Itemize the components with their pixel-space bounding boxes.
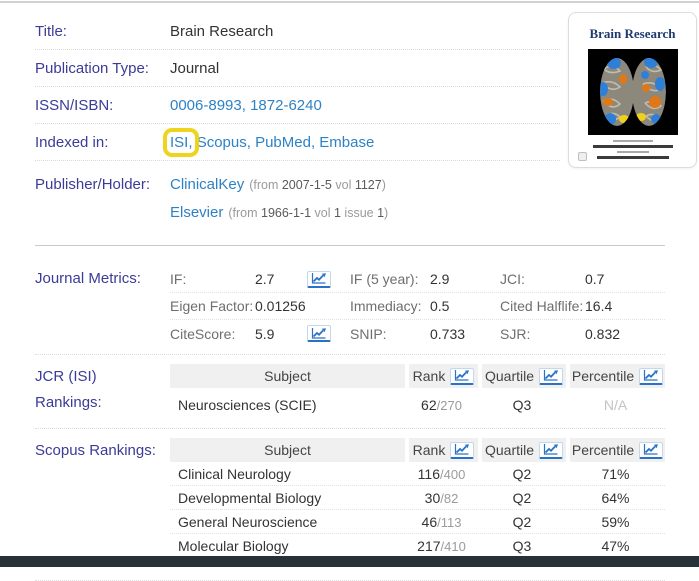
metric-if5-value: 2.9 <box>430 271 450 287</box>
issn-link-online[interactable]: 1872-6240 <box>250 97 322 114</box>
jcr-rank-denominator: /270 <box>436 398 462 413</box>
scopus-percentile: 59% <box>601 514 630 530</box>
jcr-table-header <box>170 364 665 388</box>
scopus-subject: Clinical Neurology <box>178 466 291 482</box>
scopus-header-rank <box>405 438 478 462</box>
publisher-note-date: 1966-1-1 <box>261 206 312 220</box>
jcr-rankings-table <box>170 364 665 421</box>
scopus-subject: Molecular Biology <box>178 538 289 554</box>
scopus-rank-number: 46 <box>421 514 438 530</box>
scopus-header-rank-label: Rank <box>412 442 446 458</box>
scopus-rank <box>405 466 478 482</box>
publication-type-row <box>35 50 560 87</box>
issn-label: ISSN/ISBN: <box>35 97 114 114</box>
scopus-rank <box>405 538 478 554</box>
publisher-line <box>170 171 388 199</box>
journal-metrics-section <box>35 246 665 355</box>
jcr-percentile: N/A <box>603 397 628 413</box>
metric-immediacy-value: 0.5 <box>430 298 450 314</box>
publisher-label: Publisher/Holder: <box>35 176 151 193</box>
publisher-logo-icon <box>578 152 587 161</box>
jcr-table-row <box>170 388 665 421</box>
metric-if-label: IF: <box>170 271 187 287</box>
metric-citescore-label: CiteScore: <box>170 325 236 342</box>
scopus-quartile: Q2 <box>512 490 532 506</box>
title-label: Title: <box>35 23 67 40</box>
indexed-link-pubmed[interactable]: PubMed <box>255 134 311 151</box>
metric-eigen-value: 0.01256 <box>255 298 306 314</box>
jcr-header-rank <box>405 364 478 388</box>
scopus-subject: General Neuroscience <box>178 514 318 530</box>
metric-snip-label: SNIP: <box>350 325 387 342</box>
publisher-link-elsevier[interactable]: Elsevier <box>170 204 224 221</box>
indexed-link-scopus[interactable]: Scopus <box>196 134 247 151</box>
page-footer-bar <box>0 556 699 567</box>
issn-row <box>35 87 560 124</box>
page-top-divider <box>0 1 699 3</box>
scopus-percentile: 71% <box>601 466 630 482</box>
issn-link-print[interactable]: 0006-8993 <box>170 97 242 114</box>
publisher-note-text: (from <box>228 206 261 220</box>
scopus-rank-denominator: /82 <box>440 491 459 506</box>
scopus-rank-denominator: /410 <box>440 539 466 554</box>
percentile-trend-chart-button[interactable] <box>639 368 663 385</box>
publisher-note-text: issue <box>340 206 378 220</box>
quartile-trend-chart-button[interactable] <box>539 442 563 459</box>
indexed-in-label: Indexed in: <box>35 134 109 151</box>
metric-if5-label: IF (5 year): <box>350 271 419 287</box>
jcr-rank-number: 62 <box>421 397 437 413</box>
indexed-in-row <box>35 124 560 161</box>
rank-trend-chart-button[interactable] <box>450 442 474 459</box>
publisher-note-vol: 1 <box>333 206 341 220</box>
scopus-rank <box>405 490 478 506</box>
scopus-table-row <box>170 534 665 558</box>
jcr-header-percentile <box>566 364 665 388</box>
journal-cover-thumbnail <box>568 12 697 168</box>
scopus-rank-denominator: /400 <box>440 467 466 482</box>
scopus-quartile: Q2 <box>512 466 532 482</box>
scopus-rank-number: 116 <box>417 466 440 482</box>
cover-journal-title: Brain Research <box>589 26 676 41</box>
jcr-header-quartile <box>478 364 566 388</box>
scopus-rank <box>405 514 478 530</box>
if-trend-chart-button[interactable] <box>307 271 331 288</box>
jcr-quartile: Q3 <box>512 397 532 413</box>
metric-jci-value: 0.7 <box>585 271 605 287</box>
indexed-separator: , <box>188 134 197 151</box>
metric-halflife-value: 16.4 <box>585 298 613 314</box>
journal-info-rows <box>35 13 560 236</box>
publication-type-value: Journal <box>170 60 220 77</box>
jcr-header-subject: Subject <box>170 364 405 388</box>
publisher-note-vol: 1127 <box>354 178 382 192</box>
scopus-table-row <box>170 510 665 534</box>
publication-type-label: Publication Type: <box>35 60 149 77</box>
scopus-subject: Developmental Biology <box>178 490 322 506</box>
metric-snip-value: 0.733 <box>430 325 466 342</box>
jcr-header-rank-label: Rank <box>412 368 446 384</box>
scopus-quartile: Q3 <box>512 538 532 554</box>
metric-if-value: 2.7 <box>255 271 275 287</box>
metric-sjr-value: 0.832 <box>585 325 621 342</box>
scopus-table-row <box>170 486 665 510</box>
publisher-note-text: ) <box>381 178 386 192</box>
indexed-separator: , <box>310 134 320 151</box>
indexed-separator: , <box>246 134 256 151</box>
publisher-note-issue: 1 <box>377 206 385 220</box>
metric-halflife-label: Cited Halflife: <box>500 298 584 314</box>
jcr-header-quartile-label: Quartile <box>484 368 535 384</box>
journal-metrics-label: Journal Metrics: <box>35 270 141 287</box>
indexed-link-isi[interactable]: ISI <box>170 134 189 151</box>
title-row <box>35 13 560 50</box>
scopus-percentile: 64% <box>601 490 630 506</box>
scopus-rank-number: 217 <box>417 538 441 554</box>
scopus-rankings-table <box>170 438 665 571</box>
quartile-trend-chart-button[interactable] <box>539 368 563 385</box>
publisher-note-text: vol <box>331 178 355 192</box>
metrics-row <box>170 320 665 347</box>
publisher-line <box>170 199 388 227</box>
issn-separator: , <box>241 97 251 114</box>
scopus-header-quartile <box>478 438 566 462</box>
metric-citescore-value: 5.9 <box>255 325 275 342</box>
scopus-percentile: 47% <box>601 538 630 554</box>
jcr-rank <box>405 397 478 413</box>
jcr-header-percentile-label: Percentile <box>571 368 635 384</box>
metrics-row <box>170 266 665 293</box>
publisher-note-date: 2007-1-5 <box>281 178 332 192</box>
jcr-rankings-label: JCR (ISI) Rankings: <box>35 368 102 411</box>
publisher-note-text: ) <box>384 206 389 220</box>
scopus-rank-denominator: /113 <box>437 515 462 530</box>
publisher-link-clinicalkey[interactable]: ClinicalKey <box>170 176 245 193</box>
journal-title: Brain Research <box>170 23 274 40</box>
metric-jci-label: JCI: <box>500 271 525 287</box>
scopus-header-quartile-label: Quartile <box>484 442 535 458</box>
jcr-rankings-section <box>35 355 665 429</box>
rank-trend-chart-button[interactable] <box>450 368 474 385</box>
publisher-row <box>35 161 560 236</box>
percentile-trend-chart-button[interactable] <box>639 442 663 459</box>
scopus-table-row <box>170 462 665 486</box>
metric-immediacy-label: Immediacy: <box>350 298 422 314</box>
publisher-note-text: (from <box>249 178 282 192</box>
scopus-header-percentile-label: Percentile <box>571 442 635 458</box>
scopus-header-subject: Subject <box>170 438 405 462</box>
metric-eigen-label: Eigen Factor: <box>170 298 254 314</box>
metrics-grid <box>170 266 665 347</box>
cover-caption-text <box>569 140 696 159</box>
metric-sjr-label: SJR: <box>500 325 531 342</box>
metrics-row <box>170 293 665 320</box>
scopus-table-header <box>170 438 665 462</box>
scopus-quartile: Q2 <box>512 514 532 530</box>
citescore-trend-chart-button[interactable] <box>307 325 331 342</box>
brain-scan-image <box>588 49 678 135</box>
scopus-rankings-label: Scopus Rankings: <box>35 442 156 459</box>
indexed-link-embase[interactable]: Embase <box>319 134 375 151</box>
scopus-header-percentile <box>566 438 665 462</box>
scopus-rank-number: 30 <box>424 490 441 506</box>
jcr-subject: Neurosciences (SCIE) <box>178 397 317 413</box>
publisher-note-text: vol <box>311 206 334 220</box>
